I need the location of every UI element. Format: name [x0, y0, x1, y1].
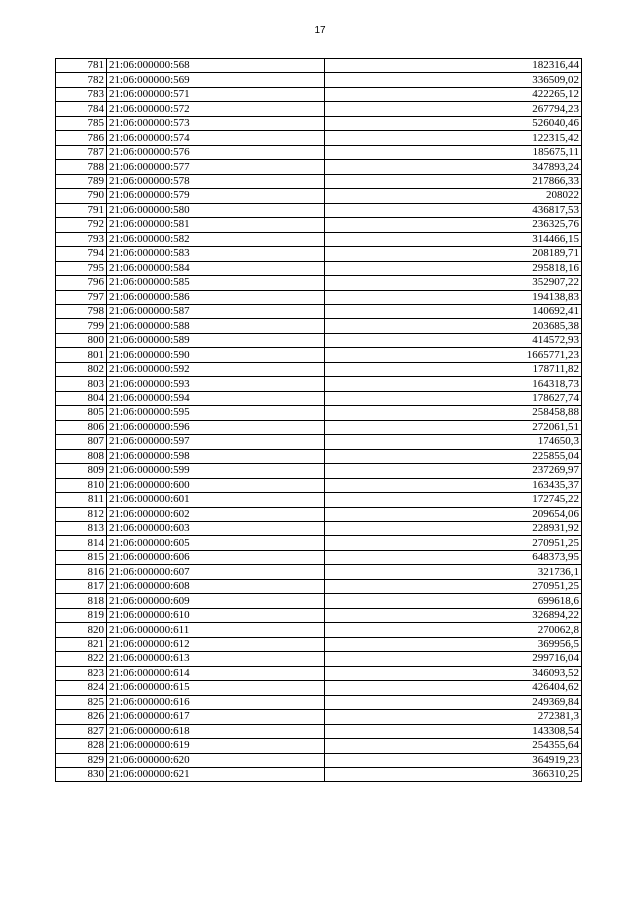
table-row — [56, 261, 582, 275]
table-row — [56, 174, 582, 188]
cadastral-number-cell: 21:06:000000:588 — [107, 319, 325, 333]
cadastral-number-cell: 21:06:000000:609 — [107, 594, 325, 608]
table-row — [56, 391, 582, 405]
row-number-cell: 785 — [56, 116, 107, 130]
cadastral-number-cell: 21:06:000000:616 — [107, 695, 325, 709]
table-row — [56, 348, 582, 362]
row-number-cell: 798 — [56, 304, 107, 318]
table-row — [56, 160, 582, 174]
table-row — [56, 767, 582, 781]
cadastral-value-cell: 352907,22 — [325, 276, 582, 290]
cadastral-number-cell: 21:06:000000:577 — [107, 160, 325, 174]
cadastral-number-cell: 21:06:000000:606 — [107, 550, 325, 564]
row-number-cell: 816 — [56, 565, 107, 579]
row-number-cell: 793 — [56, 232, 107, 246]
row-number-cell: 830 — [56, 767, 107, 781]
table-row — [56, 724, 582, 738]
cadastral-value-cell: 436817,53 — [325, 203, 582, 217]
cadastral-value-cell: 164318,73 — [325, 377, 582, 391]
row-number-cell: 814 — [56, 536, 107, 550]
cadastral-value-cell: 122315,42 — [325, 131, 582, 145]
cadastral-value-table — [55, 58, 582, 782]
row-number-cell: 802 — [56, 362, 107, 376]
row-number-cell: 797 — [56, 290, 107, 304]
cadastral-value-cell: 267794,23 — [325, 102, 582, 116]
cadastral-number-cell: 21:06:000000:615 — [107, 681, 325, 695]
page-number: 17 — [314, 25, 326, 36]
table-row — [56, 87, 582, 101]
cadastral-number-cell: 21:06:000000:571 — [107, 87, 325, 101]
table-row — [56, 739, 582, 753]
cadastral-number-cell: 21:06:000000:576 — [107, 145, 325, 159]
row-number-cell: 818 — [56, 594, 107, 608]
cadastral-value-cell: 414572,93 — [325, 333, 582, 347]
cadastral-value-cell: 209654,06 — [325, 507, 582, 521]
cadastral-number-cell: 21:06:000000:580 — [107, 203, 325, 217]
cadastral-number-cell: 21:06:000000:589 — [107, 333, 325, 347]
row-number-cell: 805 — [56, 406, 107, 420]
row-number-cell: 817 — [56, 579, 107, 593]
table-row — [56, 73, 582, 87]
table-row — [56, 608, 582, 622]
cadastral-number-cell: 21:06:000000:610 — [107, 608, 325, 622]
row-number-cell: 809 — [56, 464, 107, 478]
cadastral-value-cell: 326894,22 — [325, 608, 582, 622]
cadastral-value-cell: 272061,51 — [325, 420, 582, 434]
row-number-cell: 822 — [56, 652, 107, 666]
cadastral-value-cell: 1665771,23 — [325, 348, 582, 362]
table-row — [56, 420, 582, 434]
row-number-cell: 801 — [56, 348, 107, 362]
cadastral-number-cell: 21:06:000000:582 — [107, 232, 325, 246]
cadastral-value-cell: 321736,1 — [325, 565, 582, 579]
cadastral-number-cell: 21:06:000000:607 — [107, 565, 325, 579]
cadastral-number-cell: 21:06:000000:613 — [107, 652, 325, 666]
row-number-cell: 799 — [56, 319, 107, 333]
table-row — [56, 377, 582, 391]
cadastral-value-cell: 526040,46 — [325, 116, 582, 130]
cadastral-value-cell: 236325,76 — [325, 218, 582, 232]
cadastral-number-cell: 21:06:000000:578 — [107, 174, 325, 188]
table-row — [56, 536, 582, 550]
cadastral-value-cell: 225855,04 — [325, 449, 582, 463]
cadastral-number-cell: 21:06:000000:583 — [107, 247, 325, 261]
cadastral-number-cell: 21:06:000000:579 — [107, 189, 325, 203]
cadastral-value-cell: 143308,54 — [325, 724, 582, 738]
cadastral-number-cell: 21:06:000000:595 — [107, 406, 325, 420]
cadastral-number-cell: 21:06:000000:585 — [107, 276, 325, 290]
cadastral-value-cell: 346093,52 — [325, 666, 582, 680]
row-number-cell: 812 — [56, 507, 107, 521]
cadastral-number-cell: 21:06:000000:599 — [107, 464, 325, 478]
cadastral-number-cell: 21:06:000000:584 — [107, 261, 325, 275]
table-row — [56, 319, 582, 333]
row-number-cell: 815 — [56, 550, 107, 564]
table-row — [56, 666, 582, 680]
table-body — [56, 59, 582, 782]
table-row — [56, 304, 582, 318]
table-row — [56, 333, 582, 347]
cadastral-number-cell: 21:06:000000:586 — [107, 290, 325, 304]
cadastral-number-cell: 21:06:000000:594 — [107, 391, 325, 405]
table-row — [56, 131, 582, 145]
cadastral-number-cell: 21:06:000000:569 — [107, 73, 325, 87]
cadastral-number-cell: 21:06:000000:597 — [107, 435, 325, 449]
row-number-cell: 810 — [56, 478, 107, 492]
row-number-cell: 821 — [56, 637, 107, 651]
row-number-cell: 829 — [56, 753, 107, 767]
row-number-cell: 806 — [56, 420, 107, 434]
cadastral-number-cell: 21:06:000000:605 — [107, 536, 325, 550]
cadastral-value-cell: 299716,04 — [325, 652, 582, 666]
cadastral-number-cell: 21:06:000000:602 — [107, 507, 325, 521]
cadastral-number-cell: 21:06:000000:620 — [107, 753, 325, 767]
cadastral-value-cell: 648373,95 — [325, 550, 582, 564]
table-row — [56, 145, 582, 159]
cadastral-number-cell: 21:06:000000:592 — [107, 362, 325, 376]
cadastral-value-cell: 699618,6 — [325, 594, 582, 608]
table-row — [56, 362, 582, 376]
cadastral-value-cell: 364919,23 — [325, 753, 582, 767]
cadastral-value-cell: 422265,12 — [325, 87, 582, 101]
row-number-cell: 783 — [56, 87, 107, 101]
row-number-cell: 791 — [56, 203, 107, 217]
cadastral-number-cell: 21:06:000000:618 — [107, 724, 325, 738]
row-number-cell: 794 — [56, 247, 107, 261]
cadastral-value-cell: 314466,15 — [325, 232, 582, 246]
cadastral-number-cell: 21:06:000000:601 — [107, 493, 325, 507]
table-row — [56, 406, 582, 420]
row-number-cell: 795 — [56, 261, 107, 275]
table-row — [56, 594, 582, 608]
table-row — [56, 276, 582, 290]
cadastral-value-cell: 249369,84 — [325, 695, 582, 709]
table-row — [56, 232, 582, 246]
table-row — [56, 623, 582, 637]
cadastral-number-cell: 21:06:000000:581 — [107, 218, 325, 232]
table-row — [56, 710, 582, 724]
cadastral-number-cell: 21:06:000000:568 — [107, 59, 325, 73]
cadastral-value-cell: 272381,3 — [325, 710, 582, 724]
cadastral-number-cell: 21:06:000000:608 — [107, 579, 325, 593]
cadastral-value-cell: 174650,3 — [325, 435, 582, 449]
cadastral-value-cell: 295818,16 — [325, 261, 582, 275]
table-row — [56, 218, 582, 232]
row-number-cell: 813 — [56, 522, 107, 536]
cadastral-value-cell: 270951,25 — [325, 579, 582, 593]
row-number-cell: 782 — [56, 73, 107, 87]
cadastral-value-cell: 208022 — [325, 189, 582, 203]
cadastral-number-cell: 21:06:000000:600 — [107, 478, 325, 492]
cadastral-value-cell: 254355,64 — [325, 739, 582, 753]
cadastral-number-cell: 21:06:000000:621 — [107, 767, 325, 781]
table-row — [56, 522, 582, 536]
cadastral-number-cell: 21:06:000000:573 — [107, 116, 325, 130]
row-number-cell: 796 — [56, 276, 107, 290]
row-number-cell: 826 — [56, 710, 107, 724]
row-number-cell: 788 — [56, 160, 107, 174]
table-row — [56, 116, 582, 130]
cadastral-value-cell: 194138,83 — [325, 290, 582, 304]
table-row — [56, 435, 582, 449]
cadastral-number-cell: 21:06:000000:619 — [107, 739, 325, 753]
cadastral-number-cell: 21:06:000000:612 — [107, 637, 325, 651]
cadastral-number-cell: 21:06:000000:598 — [107, 449, 325, 463]
table-row — [56, 695, 582, 709]
cadastral-number-cell: 21:06:000000:617 — [107, 710, 325, 724]
table-row — [56, 753, 582, 767]
row-number-cell: 784 — [56, 102, 107, 116]
cadastral-value-cell: 258458,88 — [325, 406, 582, 420]
cadastral-value-cell: 366310,25 — [325, 767, 582, 781]
table-row — [56, 507, 582, 521]
table-row — [56, 290, 582, 304]
row-number-cell: 825 — [56, 695, 107, 709]
row-number-cell: 781 — [56, 59, 107, 73]
cadastral-value-cell: 185675,11 — [325, 145, 582, 159]
table-row — [56, 652, 582, 666]
cadastral-value-cell: 336509,02 — [325, 73, 582, 87]
cadastral-number-cell: 21:06:000000:593 — [107, 377, 325, 391]
cadastral-value-cell: 217866,33 — [325, 174, 582, 188]
table-row — [56, 59, 582, 73]
table-row — [56, 449, 582, 463]
cadastral-value-cell: 228931,92 — [325, 522, 582, 536]
row-number-cell: 804 — [56, 391, 107, 405]
row-number-cell: 811 — [56, 493, 107, 507]
table-row — [56, 464, 582, 478]
table-row — [56, 579, 582, 593]
table-row — [56, 189, 582, 203]
cadastral-number-cell: 21:06:000000:603 — [107, 522, 325, 536]
cadastral-value-cell: 140692,41 — [325, 304, 582, 318]
table-row — [56, 247, 582, 261]
cadastral-value-cell: 270062,8 — [325, 623, 582, 637]
cadastral-value-cell: 178627,74 — [325, 391, 582, 405]
table-row — [56, 493, 582, 507]
cadastral-value-cell: 178711,82 — [325, 362, 582, 376]
row-number-cell: 823 — [56, 666, 107, 680]
row-number-cell: 786 — [56, 131, 107, 145]
row-number-cell: 803 — [56, 377, 107, 391]
row-number-cell: 792 — [56, 218, 107, 232]
cadastral-number-cell: 21:06:000000:587 — [107, 304, 325, 318]
table-row — [56, 637, 582, 651]
cadastral-number-cell: 21:06:000000:572 — [107, 102, 325, 116]
cadastral-number-cell: 21:06:000000:574 — [107, 131, 325, 145]
table-row — [56, 203, 582, 217]
table-row — [56, 550, 582, 564]
cadastral-value-cell: 182316,44 — [325, 59, 582, 73]
cadastral-value-cell: 237269,97 — [325, 464, 582, 478]
row-number-cell: 824 — [56, 681, 107, 695]
row-number-cell: 790 — [56, 189, 107, 203]
row-number-cell: 787 — [56, 145, 107, 159]
cadastral-value-cell: 369956,5 — [325, 637, 582, 651]
row-number-cell: 808 — [56, 449, 107, 463]
cadastral-value-cell: 163435,37 — [325, 478, 582, 492]
row-number-cell: 820 — [56, 623, 107, 637]
cadastral-value-cell: 347893,24 — [325, 160, 582, 174]
table-row — [56, 478, 582, 492]
cadastral-value-cell: 208189,71 — [325, 247, 582, 261]
cadastral-value-cell: 172745,22 — [325, 493, 582, 507]
cadastral-number-cell: 21:06:000000:590 — [107, 348, 325, 362]
cadastral-number-cell: 21:06:000000:614 — [107, 666, 325, 680]
cadastral-value-cell: 270951,25 — [325, 536, 582, 550]
row-number-cell: 789 — [56, 174, 107, 188]
row-number-cell: 827 — [56, 724, 107, 738]
row-number-cell: 807 — [56, 435, 107, 449]
cadastral-number-cell: 21:06:000000:611 — [107, 623, 325, 637]
row-number-cell: 800 — [56, 333, 107, 347]
cadastral-value-cell: 203685,38 — [325, 319, 582, 333]
table-row — [56, 102, 582, 116]
row-number-cell: 819 — [56, 608, 107, 622]
cadastral-number-cell: 21:06:000000:596 — [107, 420, 325, 434]
table-row — [56, 565, 582, 579]
table-row — [56, 681, 582, 695]
row-number-cell: 828 — [56, 739, 107, 753]
cadastral-value-cell: 426404,62 — [325, 681, 582, 695]
